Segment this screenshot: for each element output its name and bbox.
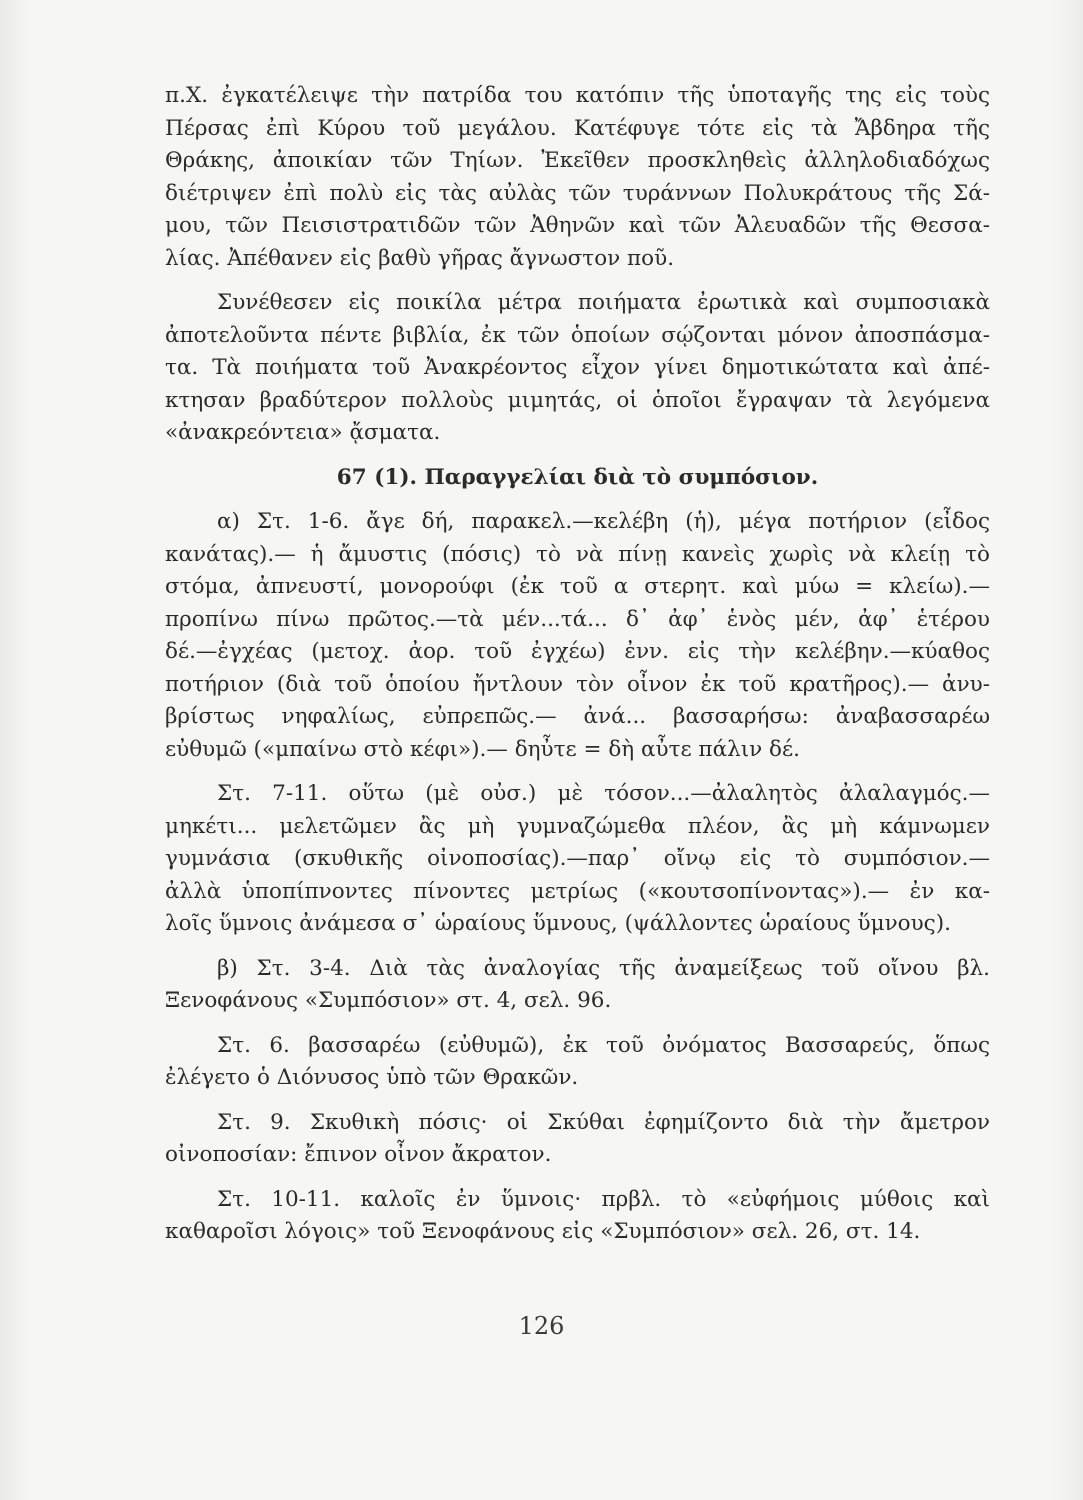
text-line: προπίνω πίνω πρῶτος.—τὰ μέν...τά... δ᾿ ἀφ᾿ ἑνὸς μέν, ἀφ᾿ ἑτέρου bbox=[165, 606, 990, 632]
page-number: 126 bbox=[518, 1312, 565, 1340]
text-line: τα. Τὰ ποιήματα τοῦ Ἀνακρέοντος εἶχον γίνει δημοτικώτατα καὶ ἀπέ- bbox=[165, 355, 990, 380]
text-line: κτησαν βραδύτερον πολλοὺς μιμητάς, οἱ ὁποῖοι ἔγραψαν τὰ λεγόμενα bbox=[165, 387, 990, 413]
text-line: λίας. Ἀπέθανεν εἰς βαθὺ γῆρας ἄγνωστον ποῦ. bbox=[165, 245, 675, 271]
text-line: Συνέθεσεν εἰς ποικίλα μέτρα ποιήματα ἐρωτικὰ καὶ συμποσιακὰ bbox=[217, 290, 990, 315]
text-line: Πέρσας ἐπὶ Κύρου τοῦ μεγάλου. Κατέφυγε τότε εἰς τὰ Ἄβδηρα τῆς bbox=[165, 115, 990, 141]
text-line: βρίστως νηφαλίως, εὐπρεπῶς.— ἀνά... βασσαρήσω: ἀναβασσαρέω bbox=[165, 704, 990, 729]
text-line: ἀλλὰ ὑποπίπνοντες πίνοντες μετρίως («κουτσοπίνοντας»).— ἐν κα- bbox=[165, 878, 990, 904]
section-heading: 67 (1). Παραγγελίαι διὰ τὸ συμπόσιον. bbox=[336, 464, 819, 490]
text-line: καθαροῖσι λόγοις» τοῦ Ξενοφάνους εἰς «Συμπόσιον» σελ. 26, στ. 14. bbox=[165, 1219, 921, 1244]
text-line: λοῖς ὕμνοις ἀνάμεσα σ᾿ ὡραίους ὕμνους, (ψάλλοντες ὡραίους ὕμνους). bbox=[165, 911, 951, 936]
text-line: «ἀνακρεόντεια» ᾄσματα. bbox=[165, 420, 441, 445]
text-line: α) Στ. 1-6. ἄγε δή, παρακελ.—κελέβη (ἡ), μέγα ποτήριον (εἶδος bbox=[217, 509, 990, 534]
text-line: στόμα, ἀπνευστί, μονορούφι (ἐκ τοῦ α στερητ. καὶ μύω = κλείω).— bbox=[165, 574, 990, 599]
text-line: Στ. 9. Σκυθικὴ πόσις· οἱ Σκύθαι ἐφημίζοντο διὰ τὴν ἄμετρον bbox=[217, 1109, 990, 1135]
text-line: μου, τῶν Πεισιστρατιδῶν τῶν Ἀθηνῶν καὶ τῶν Ἀλευαδῶν τῆς Θεσσα- bbox=[165, 213, 990, 238]
text-line: Στ. 7-11. οὕτω (μὲ οὐσ.) μὲ τόσον...—ἀλαλητὸς ἀλαλαγμός.— bbox=[217, 781, 990, 806]
text-line: μηκέτι... μελετῶμεν ἂς μὴ γυμναζώμεθα πλέον, ἂς μὴ κάμνωμεν bbox=[165, 813, 990, 839]
text-line: κανάτας).— ἡ ἄμυστις (πόσις) τὸ νὰ πίνῃ κανεὶς χωρὶς νὰ κλείῃ τὸ bbox=[165, 541, 990, 567]
text-line: εὐθυμῶ («μπαίνω στὸ κέφι»).— δηὖτε = δὴ αὖτε πάλιν δέ. bbox=[165, 736, 800, 762]
text-line: Ξενοφάνους «Συμπόσιον» στ. 4, σελ. 96. bbox=[165, 988, 612, 1013]
text-line: π.Χ. ἐγκατέλειψε τὴν πατρίδα του κατόπιν τῆς ὑποταγῆς της εἰς τοὺς bbox=[165, 83, 990, 108]
text-line: Στ. 6. βασσαρέω (εὐθυμῶ), ἐκ τοῦ ὀνόματος Βασσαρεύς, ὅπως bbox=[217, 1032, 990, 1058]
text-line: δέ.—ἐγχέας (μετοχ. ἀορ. τοῦ ἐγχέω) ἐνν. εἰς τὴν κελέβην.—κύαθος bbox=[165, 639, 990, 664]
text-line: Θράκης, ἀποικίαν τῶν Τηίων. Ἐκεῖθεν προσκληθεὶς ἀλληλοδιαδόχως bbox=[165, 148, 990, 173]
text-line: ἐλέγετο ὁ Διόνυσος ὑπὸ τῶν Θρακῶν. bbox=[165, 1065, 579, 1090]
text-line: γυμνάσια (σκυθικῆς οἰνοποσίας).—παρ᾿ οἴνῳ εἰς τὸ συμπόσιον.— bbox=[165, 846, 990, 871]
page-body-text bbox=[165, 80, 990, 1249]
text-line: ἀποτελοῦντα πέντε βιβλία, ἐκ τῶν ὁποίων σῴζονται μόνον ἀποσπάσμα- bbox=[165, 322, 990, 348]
text-line: ποτήριον (διὰ τοῦ ὁποίου ἤντλουν τὸν οἶνον ἐκ τοῦ κρατῆρος).— ἀνυ- bbox=[165, 671, 990, 697]
text-line: β) Στ. 3-4. Διὰ τὰς ἀναλογίας τῆς ἀναμείξεως τοῦ οἴνου βλ. bbox=[217, 955, 990, 981]
text-line: διέτριψεν ἐπὶ πολὺ εἰς τὰς αὐλὰς τῶν τυράννων Πολυκράτους τῆς Σά- bbox=[165, 180, 990, 206]
text-line: Στ. 10-11. καλοῖς ἐν ὕμνοις· πρβλ. τὸ «εὐφήμοις μύθοις καὶ bbox=[217, 1186, 990, 1212]
text-line: οἰνοποσίαν: ἔπινον οἶνον ἄκρατον. bbox=[165, 1142, 552, 1167]
